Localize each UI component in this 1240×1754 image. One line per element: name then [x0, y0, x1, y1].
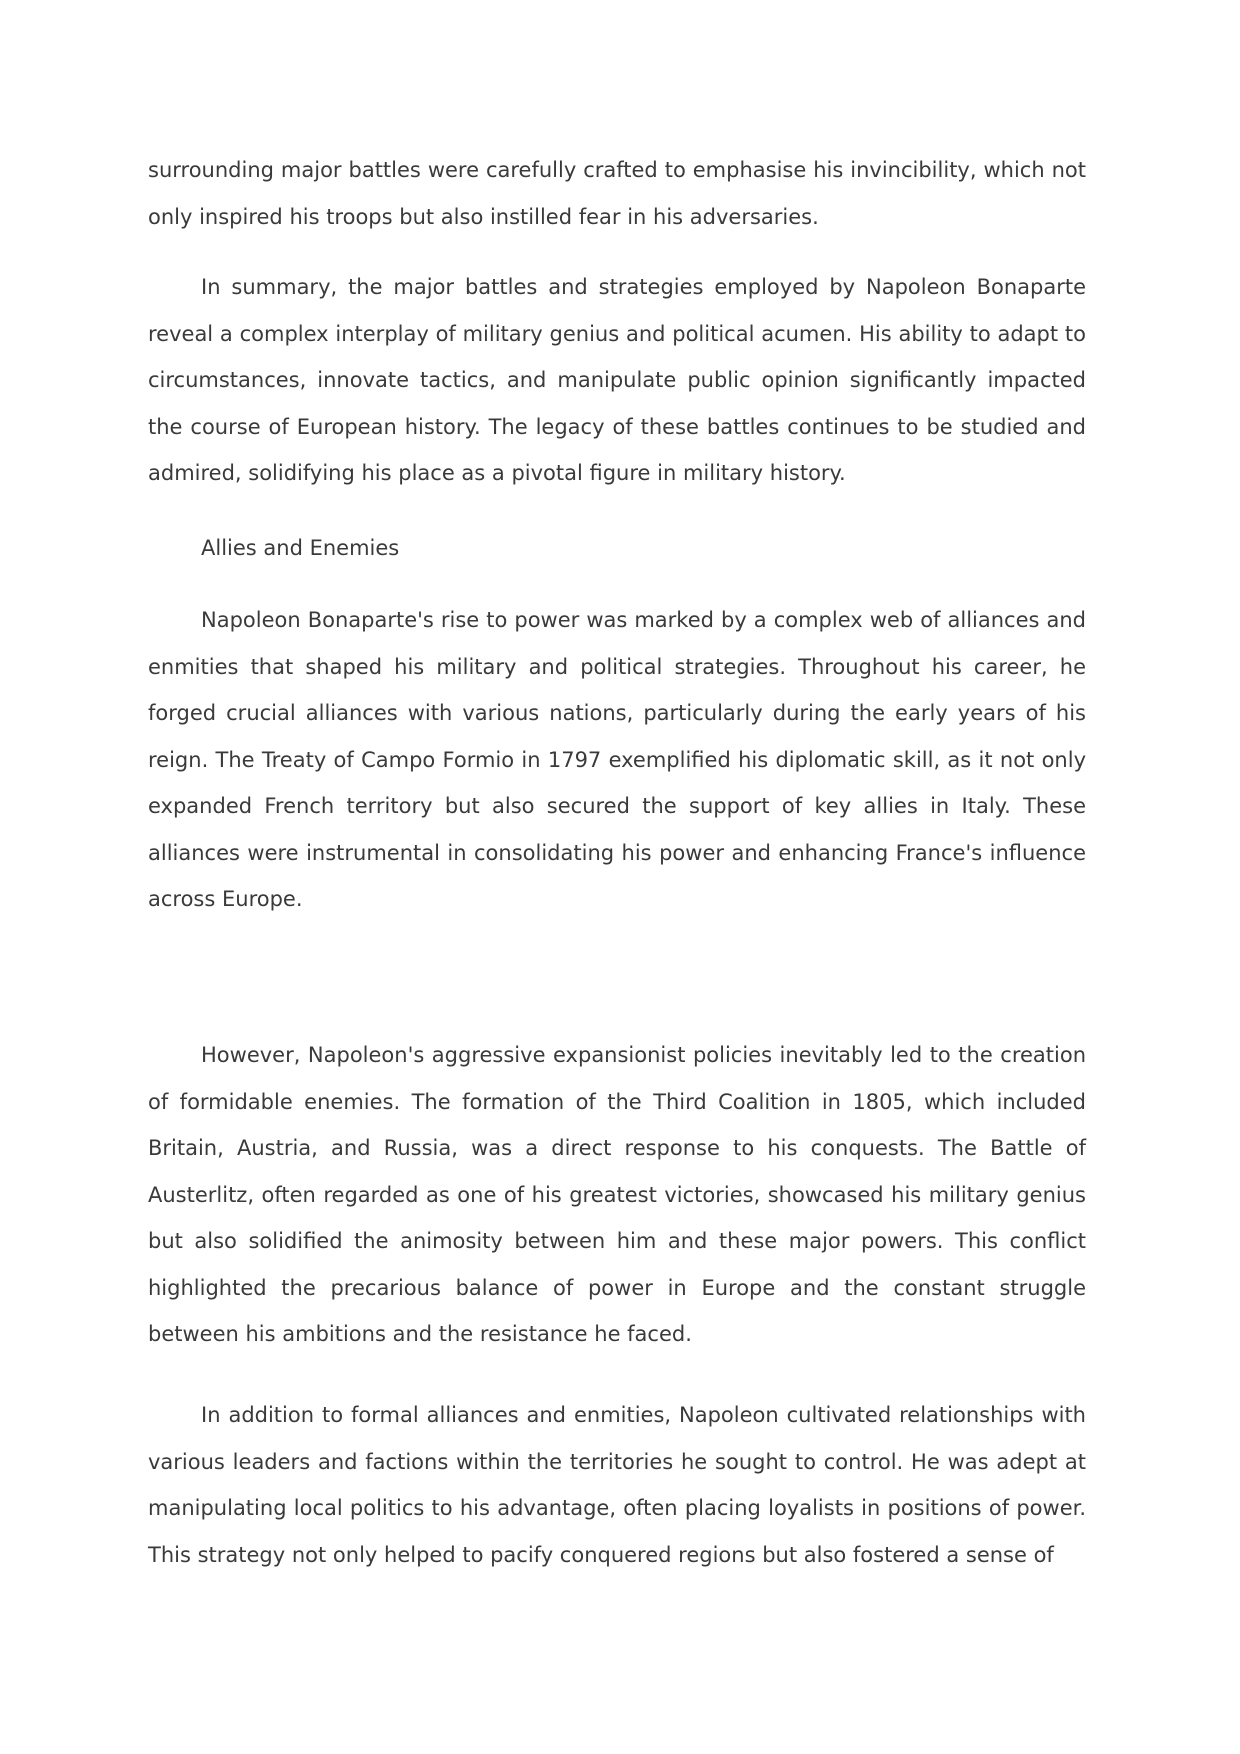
paragraph-continuation: surrounding major battles were carefully crafted to emphasise his invincibility, which not only inspired his troops but also instilled fear in his adversaries.: [148, 158, 1086, 229]
section-heading: Allies and Enemies: [201, 536, 400, 560]
paragraph-alliances: Napoleon Bonaparte's rise to power was marked by a complex web of alliances and enmities that shaped his military and political strategies. Throughout his career, he forged crucial alliances with various nations, particularly during the early years of his reign. The Treaty of Campo Formio in 1797 exemplified his diplomatic skill, as it not only expanded French territory but also secured the support of key allies in Italy. These alliances were instrumental in consolidating his power and enhancing France's influence across Europe.: [148, 608, 1086, 911]
paragraph-relationships: In addition to formal alliances and enmities, Napoleon cultivated relationships with various leaders and factions within the territories he sought to control. He was adept at manipulating local politics to his advantage, often placing loyalists in positions of power. This strategy not only helped to pacify conquered regions but also fostered a sense of: [148, 1403, 1086, 1567]
paragraph-enemies: However, Napoleon's aggressive expansionist policies inevitably led to the creation of formidable enemies. The formation of the Third Coalition in 1805, which included Britain, Austria, and Russia, was a direct response to his conquests. The Battle of Austerlitz, often regarded as one of his greatest victories, showcased his military genius but also solidified the animosity between him and these major powers. This conflict highlighted the precarious balance of power in Europe and the constant struggle between his ambitions and the resistance he faced.: [148, 1043, 1086, 1346]
paragraph-summary: In summary, the major battles and strategies employed by Napoleon Bonaparte reveal a complex interplay of military genius and political acumen. His ability to adapt to circumstances, innovate tactics, and manipulate public opinion significantly impacted the course of European history. The legacy of these battles continues to be studied and admired, solidifying his place as a pivotal figure in military history.: [148, 275, 1086, 485]
